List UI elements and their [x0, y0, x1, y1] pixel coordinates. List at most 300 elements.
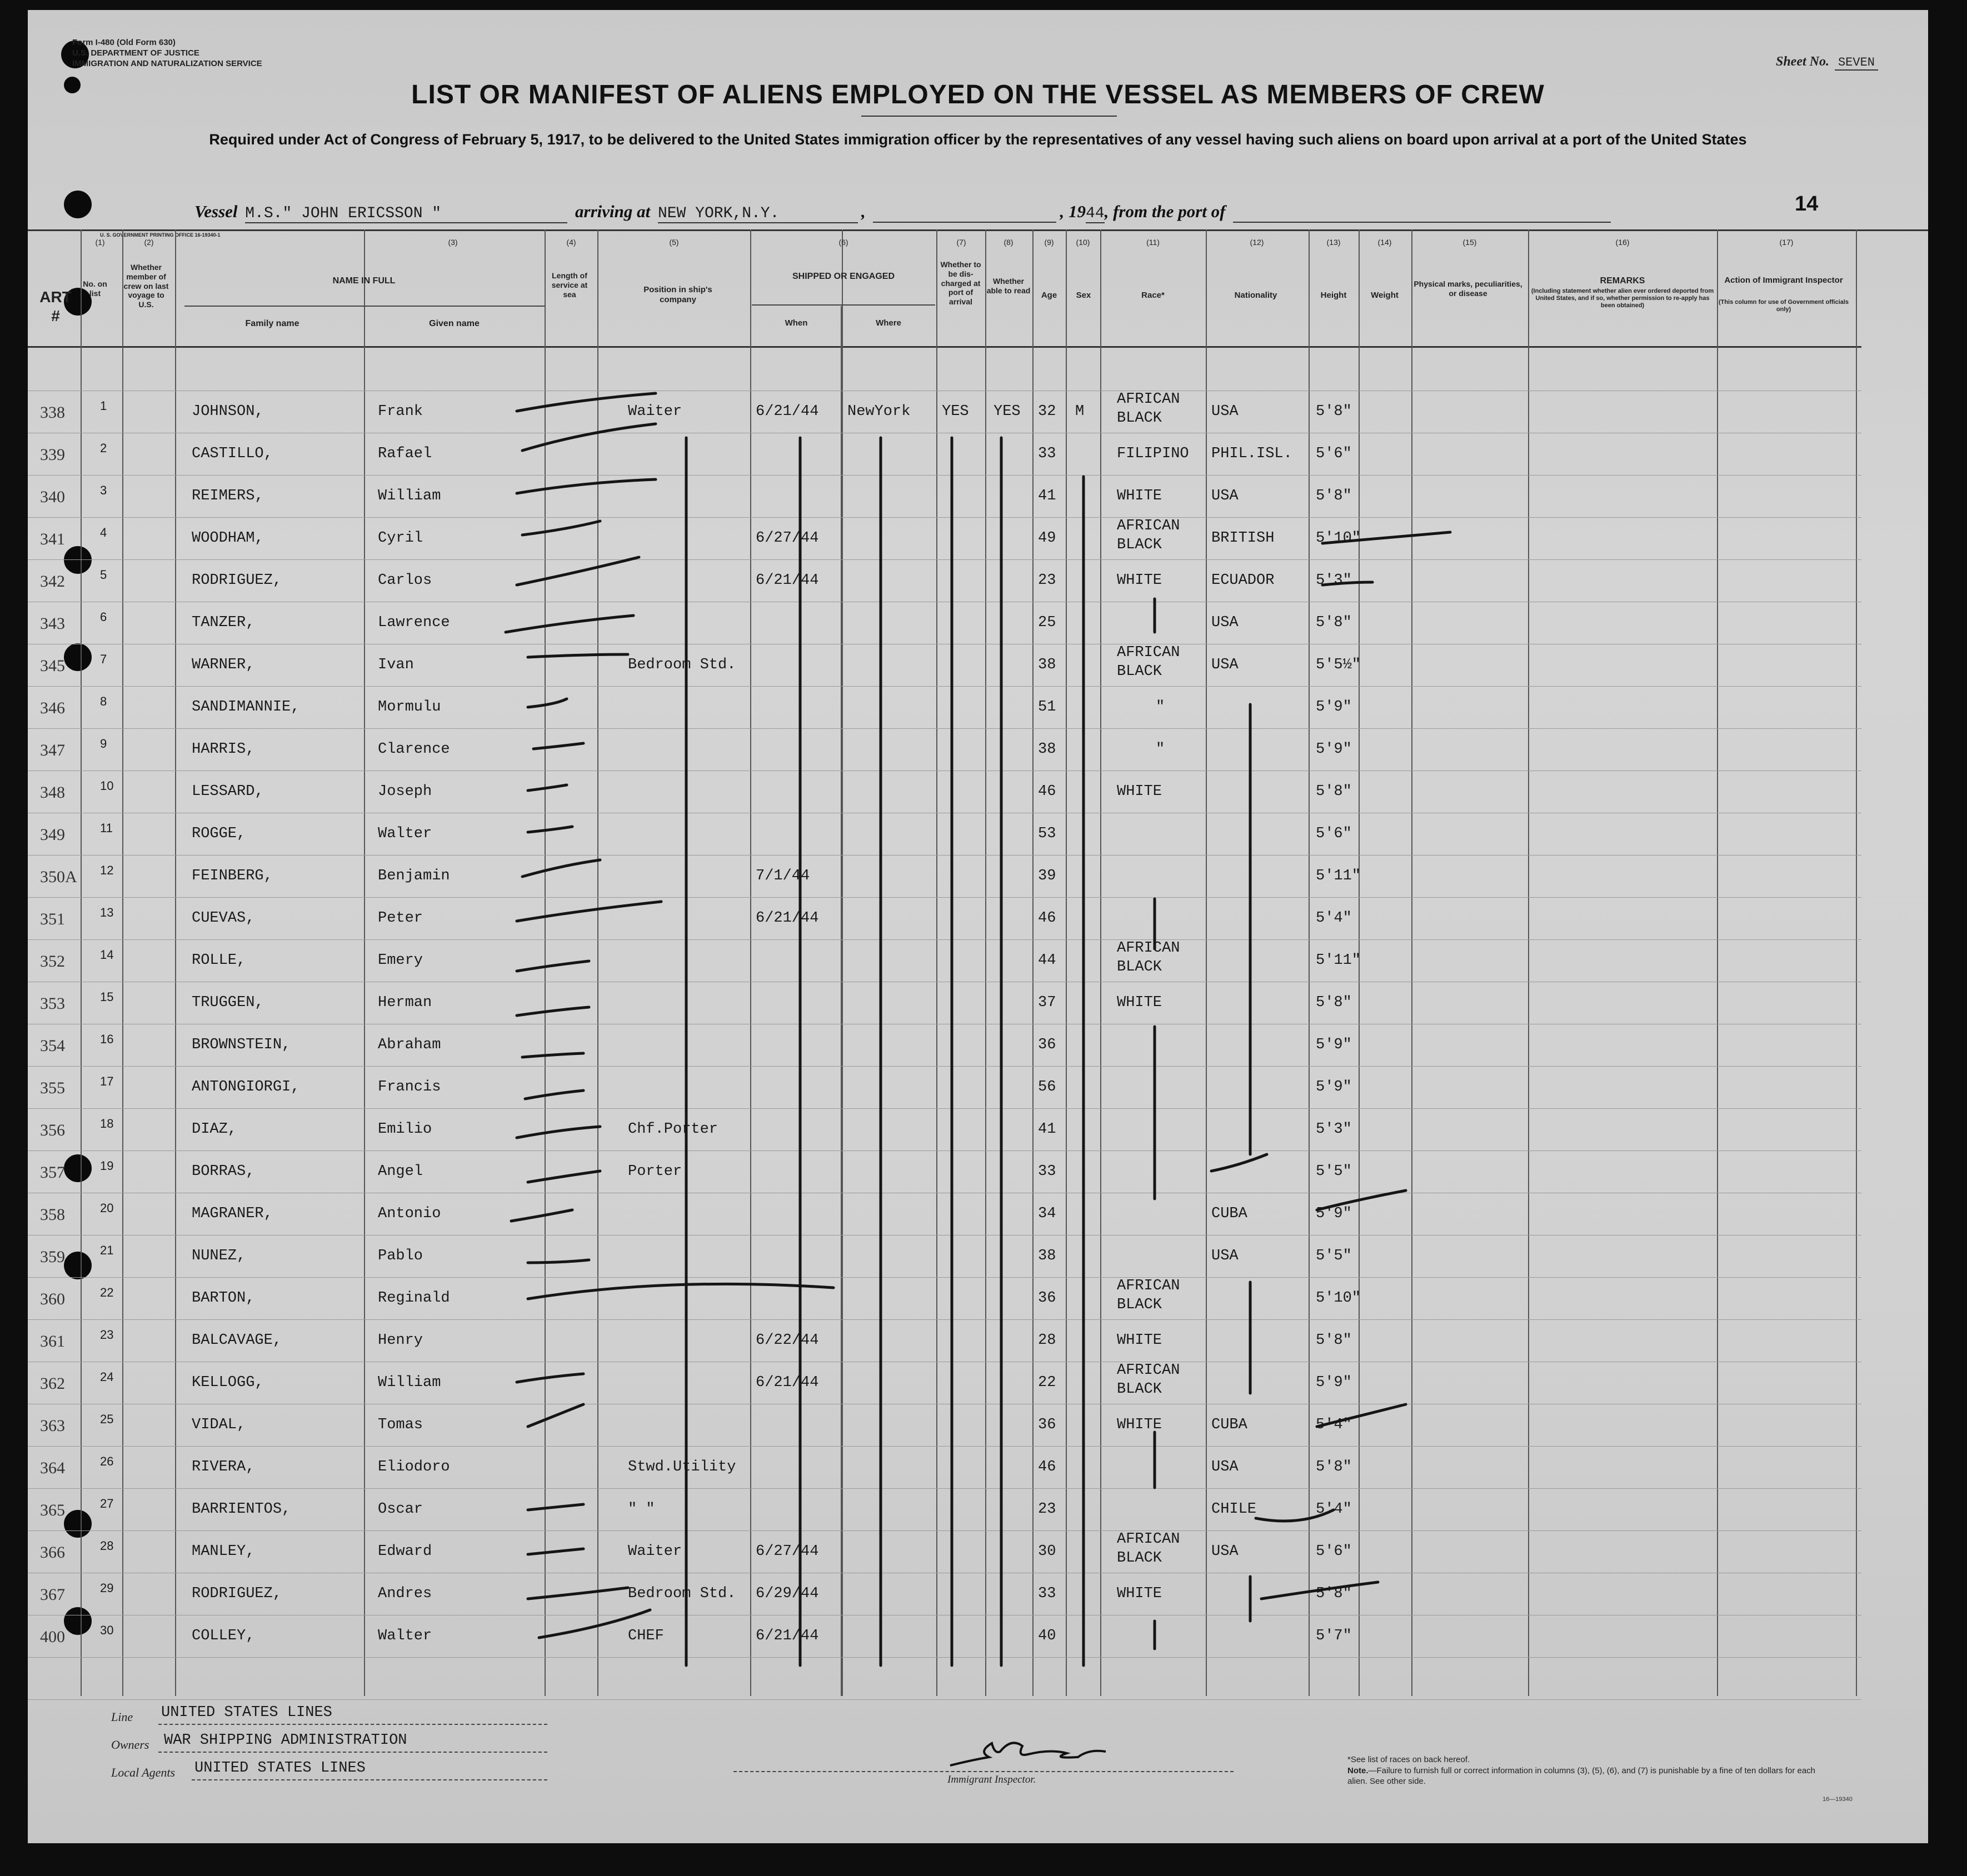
cell-art: 359 — [40, 1248, 65, 1266]
cell-art: 340 — [40, 488, 65, 506]
arriving-value: NEW YORK,N.Y. — [658, 205, 858, 223]
cell-height: 5'4" — [1316, 1501, 1352, 1518]
cell-family: LESSARD, — [192, 783, 264, 800]
cell-age: 46 — [1038, 1459, 1056, 1475]
cell-given: Pablo — [378, 1248, 423, 1264]
cell-when: 6/21/44 — [756, 910, 819, 927]
cell-height: 5'8" — [1316, 994, 1352, 1011]
cell-nationality: USA — [1211, 488, 1239, 504]
cell-no: 23 — [100, 1328, 114, 1342]
cell-no: 10 — [100, 779, 114, 793]
cell-art: 343 — [40, 614, 65, 633]
cell-no: 11 — [100, 821, 113, 835]
cell-no: 1 — [100, 399, 107, 413]
cell-age: 25 — [1038, 614, 1056, 631]
cell-family: BARTON, — [192, 1290, 255, 1307]
cell-family: TANZER, — [192, 614, 255, 631]
cell-position: Bedroom Std. — [628, 1585, 736, 1602]
cell-nationality: USA — [1211, 1543, 1239, 1560]
document-subtitle: Required under Act of Congress of February 5, 1917, to be delivered to the United States immigration officer by the representatives of any vessel having such aliens on board upon arrival at a port of the United States — [209, 131, 1747, 148]
cell-nationality: CHILE — [1211, 1501, 1257, 1518]
cell-age: 30 — [1038, 1543, 1056, 1560]
cell-race: AFRICAN BLACK — [1117, 1362, 1180, 1398]
column-number: (16) — [1615, 238, 1630, 247]
cell-where: NewYork — [847, 403, 911, 420]
cell-art: 348 — [40, 783, 65, 802]
cell-position: Bedroom Std. — [628, 657, 736, 673]
cell-height: 5'9" — [1316, 1374, 1352, 1391]
cell-family: SANDIMANNIE, — [192, 699, 300, 716]
cell-when: 6/27/44 — [756, 530, 819, 547]
header-weight: Weight — [1371, 291, 1399, 300]
header-name-in-full: NAME IN FULL — [332, 276, 396, 286]
cell-race: AFRICAN BLACK — [1117, 391, 1180, 427]
column-number: (11) — [1146, 238, 1160, 247]
cell-when: 6/22/44 — [756, 1332, 819, 1349]
cell-art: 339 — [40, 446, 65, 464]
cell-nationality: CUBA — [1211, 1417, 1247, 1433]
cell-nationality: PHIL.ISL. — [1211, 446, 1292, 462]
cell-no: 13 — [100, 906, 114, 919]
cell-given: Reginald — [378, 1290, 450, 1307]
cell-art: 341 — [40, 530, 65, 548]
cell-art: 366 — [40, 1543, 65, 1562]
cell-given: Herman — [378, 994, 432, 1011]
column-number: (8) — [1004, 238, 1014, 247]
header-whether-member: Whether member of crew on last voyage to U.S. — [123, 263, 169, 309]
column-number: (7) — [956, 238, 966, 247]
cell-family: BALCAVAGE, — [192, 1332, 282, 1349]
cell-no: 9 — [100, 737, 107, 751]
cell-race: AFRICAN BLACK — [1117, 1531, 1180, 1567]
cell-no: 7 — [100, 652, 107, 666]
cell-nationality: CUBA — [1211, 1205, 1247, 1222]
line-label: Line — [111, 1710, 133, 1724]
cell-given: Angel — [378, 1163, 423, 1180]
cell-given: Carlos — [378, 572, 432, 589]
header-sex: Sex — [1076, 291, 1091, 300]
cell-no: 20 — [100, 1201, 114, 1215]
column-number: (17) — [1779, 238, 1794, 247]
cell-height: 5'6" — [1316, 826, 1352, 842]
cell-height: 5'9" — [1316, 1079, 1352, 1095]
header-no-on-list: No. on list — [83, 279, 107, 298]
inspector-signature — [939, 1727, 1139, 1777]
column-number: (1) — [95, 238, 105, 247]
cell-given: Mormulu — [378, 699, 441, 716]
cell-no: 18 — [100, 1117, 114, 1130]
cell-position: Porter — [628, 1163, 682, 1180]
cell-age: 49 — [1038, 530, 1056, 547]
cell-height: 5'5" — [1316, 1163, 1352, 1180]
column-number: (14) — [1377, 238, 1392, 247]
note-text: —Failure to furnish full or correct information in columns (3), (5), (6), and (7) is punishable by a fine of ten dollars for each alien. See other side. — [1347, 1765, 1816, 1786]
cell-height: 5'4" — [1316, 1417, 1352, 1433]
header-height: Height — [1320, 291, 1347, 300]
cell-age: 22 — [1038, 1374, 1056, 1391]
cell-nationality: USA — [1211, 657, 1239, 673]
cell-family: HARRIS, — [192, 741, 255, 758]
department-name: U.S. DEPARTMENT OF JUSTICE — [72, 48, 199, 58]
column-number: (5) — [669, 238, 679, 247]
cell-art: 352 — [40, 952, 65, 970]
cell-position: Waiter — [628, 403, 682, 420]
cell-art: 360 — [40, 1290, 65, 1308]
cell-art: 338 — [40, 403, 65, 422]
cell-art: 354 — [40, 1037, 65, 1055]
cell-height: 5'8" — [1316, 403, 1352, 420]
cell-able-to-read: YES — [994, 403, 1021, 420]
cell-nationality: ECUADOR — [1211, 572, 1275, 589]
cell-height: 5'11" — [1316, 868, 1361, 884]
cell-race: AFRICAN BLACK — [1117, 518, 1180, 553]
cell-art: 346 — [40, 699, 65, 717]
cell-race: WHITE — [1117, 994, 1162, 1011]
cell-family: RIVERA, — [192, 1459, 255, 1475]
cell-nationality: BRITISH — [1211, 530, 1275, 547]
cell-when: 6/21/44 — [756, 572, 819, 589]
cell-height: 5'8" — [1316, 783, 1352, 800]
cell-age: 56 — [1038, 1079, 1056, 1095]
header-nationality: Nationality — [1234, 291, 1277, 300]
cell-age: 32 — [1038, 403, 1056, 420]
header-action: Action of Immigrant Inspector — [1724, 276, 1843, 285]
agents-label: Local Agents — [111, 1765, 176, 1779]
header-shipped: SHIPPED OR ENGAGED — [792, 272, 895, 281]
cell-given: Rafael — [378, 446, 432, 462]
cell-family: JOHNSON, — [192, 403, 264, 420]
cell-no: 12 — [100, 863, 114, 877]
vessel-line: Vessel M.S." JOHN ERICSSON " arriving at NEW YORK,N.Y. , , 1944, from the port of — [194, 202, 1614, 223]
header-action-sub: (This column for use of Government officials only) — [1718, 299, 1849, 313]
cell-age: 28 — [1038, 1332, 1056, 1349]
cell-no: 28 — [100, 1539, 114, 1553]
cell-family: MAGRANER, — [192, 1205, 273, 1222]
cell-no: 3 — [100, 483, 107, 497]
cell-age: 33 — [1038, 1163, 1056, 1180]
owners-label: Owners — [111, 1738, 149, 1752]
cell-race: AFRICAN BLACK — [1117, 940, 1180, 975]
column-number: (12) — [1250, 238, 1264, 247]
cell-no: 25 — [100, 1412, 114, 1426]
footer-notes — [1347, 1754, 1836, 1787]
cell-art: 350A — [40, 868, 77, 886]
cell-position: Chf.Porter — [628, 1121, 718, 1138]
cell-family: WARNER, — [192, 657, 255, 673]
column-number: (4) — [566, 238, 576, 247]
cell-family: NUNEZ, — [192, 1248, 246, 1264]
agents-value: UNITED STATES LINES — [194, 1760, 366, 1777]
cell-no: 2 — [100, 441, 107, 455]
cell-no: 27 — [100, 1497, 114, 1510]
cell-given: Clarence — [378, 741, 450, 758]
cell-race: WHITE — [1117, 1332, 1162, 1349]
cell-family: WOODHAM, — [192, 530, 264, 547]
cell-age: 34 — [1038, 1205, 1056, 1222]
cell-family: BARRIENTOS, — [192, 1501, 291, 1518]
cell-when: 7/1/44 — [756, 868, 810, 884]
cell-given: William — [378, 1374, 441, 1391]
cell-nationality: USA — [1211, 614, 1239, 631]
cell-age: 37 — [1038, 994, 1056, 1011]
cell-height: 5'3" — [1316, 1121, 1352, 1138]
cell-no: 6 — [100, 610, 107, 624]
cell-age: 41 — [1038, 1121, 1056, 1138]
cell-given: William — [378, 488, 441, 504]
cell-given: Benjamin — [378, 868, 450, 884]
cell-position: Waiter — [628, 1543, 682, 1560]
cell-art: 353 — [40, 994, 65, 1013]
cell-family: BROWNSTEIN, — [192, 1037, 291, 1053]
header-race: Race* — [1141, 291, 1165, 300]
header-where: Where — [876, 318, 901, 328]
cell-height: 5'6" — [1316, 446, 1352, 462]
column-number: (3) — [448, 238, 458, 247]
agents-rule — [192, 1779, 547, 1780]
cell-no: 16 — [100, 1032, 114, 1046]
cell-art: 357 — [40, 1163, 65, 1182]
cell-no: 22 — [100, 1285, 114, 1299]
cell-family: MANLEY, — [192, 1543, 255, 1560]
year-value: 44 — [1085, 205, 1105, 222]
header-remarks: REMARKS — [1600, 276, 1645, 286]
inspector-rule — [733, 1771, 1234, 1772]
vessel-label: Vessel — [194, 202, 238, 221]
cell-no: 17 — [100, 1074, 114, 1088]
note-label: Note. — [1347, 1765, 1369, 1775]
header-discharged: Whether to be dis-charged at port of arrival — [940, 260, 981, 307]
cell-no: 14 — [100, 948, 114, 962]
from-port-label: from the port of — [1113, 202, 1226, 221]
cell-given: Emery — [378, 952, 423, 969]
column-number: (13) — [1326, 238, 1341, 247]
cell-family: CUEVAS, — [192, 910, 255, 927]
cell-height: 5'9" — [1316, 699, 1352, 716]
header-family-name: Family name — [245, 319, 299, 328]
cell-age: 36 — [1038, 1290, 1056, 1307]
cell-no: 29 — [100, 1581, 114, 1595]
cell-discharged: YES — [942, 403, 969, 420]
cell-art: 362 — [40, 1374, 65, 1393]
cell-age: 36 — [1038, 1037, 1056, 1053]
cell-family: RODRIGUEZ, — [192, 572, 282, 589]
cell-given: Antonio — [378, 1205, 441, 1222]
cell-height: 5'6" — [1316, 1543, 1352, 1560]
cell-family: KELLOGG, — [192, 1374, 264, 1391]
cell-age: 38 — [1038, 1248, 1056, 1264]
cell-height: 5'9" — [1316, 741, 1352, 758]
cell-age: 44 — [1038, 952, 1056, 969]
header-age: Age — [1041, 291, 1057, 300]
cell-height: 5'11" — [1316, 952, 1361, 969]
inspector-label: Immigrant Inspector. — [947, 1774, 1036, 1785]
header-length-service: Length of service at sea — [551, 271, 588, 299]
cell-given: Cyril — [378, 530, 423, 547]
cell-age: 51 — [1038, 699, 1056, 716]
cell-when: 6/21/44 — [756, 1374, 819, 1391]
cell-nationality: USA — [1211, 403, 1239, 420]
cell-given: Peter — [378, 910, 423, 927]
cell-age: 38 — [1038, 741, 1056, 758]
owners-value: WAR SHIPPING ADMINISTRATION — [164, 1732, 407, 1749]
cell-no: 26 — [100, 1454, 114, 1468]
cell-given: Joseph — [378, 783, 432, 800]
cell-race: WHITE — [1117, 572, 1162, 589]
column-number: (15) — [1462, 238, 1477, 247]
cell-age: 23 — [1038, 1501, 1056, 1518]
column-number: (10) — [1076, 238, 1090, 247]
cell-given: Walter — [378, 826, 432, 842]
cell-age: 33 — [1038, 1585, 1056, 1602]
cell-family: ANTONGIORGI, — [192, 1079, 300, 1095]
cell-race: WHITE — [1117, 1417, 1162, 1433]
cell-given: Oscar — [378, 1501, 423, 1518]
cell-position: " " — [628, 1501, 655, 1518]
cell-height: 5'7" — [1316, 1628, 1352, 1644]
cell-given: Emilio — [378, 1121, 432, 1138]
cell-family: ROLLE, — [192, 952, 246, 969]
cell-height: 5'9" — [1316, 1205, 1352, 1222]
cell-race: AFRICAN BLACK — [1117, 1278, 1180, 1313]
cell-age: 53 — [1038, 826, 1056, 842]
cell-height: 5'8" — [1316, 1332, 1352, 1349]
cell-nationality: USA — [1211, 1459, 1239, 1475]
cell-given: Abraham — [378, 1037, 441, 1053]
cell-given: Henry — [378, 1332, 423, 1349]
printing-office: U. S. GOVERNMENT PRINTING OFFICE 16-19340-1 — [100, 232, 221, 238]
cell-race: WHITE — [1117, 488, 1162, 504]
header-remarks-sub: (Including statement whether alien ever ordered deported from United States, and if so, whether permission to re-apply has been obtained) — [1531, 288, 1714, 309]
cell-family: RODRIGUEZ, — [192, 1585, 282, 1602]
race-note: *See list of races on back hereof. — [1347, 1755, 1470, 1764]
cell-family: BORRAS, — [192, 1163, 255, 1180]
year-prefix: 19 — [1068, 202, 1086, 221]
cell-art: 358 — [40, 1205, 65, 1224]
cell-age: 38 — [1038, 657, 1056, 673]
line-rule — [158, 1724, 547, 1725]
cell-position: CHEF — [628, 1628, 664, 1644]
owners-rule — [158, 1752, 547, 1753]
cell-age: 39 — [1038, 868, 1056, 884]
vessel-value: M.S." JOHN ERICSSON " — [245, 205, 567, 223]
cell-art: 345 — [40, 657, 65, 675]
document-title: LIST OR MANIFEST OF ALIENS EMPLOYED ON THE VESSEL AS MEMBERS OF CREW — [411, 80, 1545, 109]
cell-race: WHITE — [1117, 783, 1162, 800]
column-number: (9) — [1044, 238, 1054, 247]
cell-no: 4 — [100, 526, 107, 539]
header-position: Position in ship's company — [643, 285, 712, 304]
cell-no: 8 — [100, 694, 107, 708]
cell-art: 361 — [40, 1332, 65, 1350]
manifest-sheet — [28, 10, 1928, 1843]
cell-sex: M — [1075, 403, 1085, 420]
header-able-to-read: Whether able to read — [986, 277, 1031, 295]
cell-height: 5'5" — [1316, 1248, 1352, 1264]
cell-art: 363 — [40, 1417, 65, 1435]
cell-family: VIDAL, — [192, 1417, 246, 1433]
cell-height: 5'9" — [1316, 1037, 1352, 1053]
cell-height: 5'3" — [1316, 572, 1352, 589]
form-number: Form I-480 (Old Form 630) — [72, 38, 176, 47]
line-value: UNITED STATES LINES — [161, 1704, 332, 1721]
cell-given: Lawrence — [378, 614, 450, 631]
cell-art: 349 — [40, 826, 65, 844]
column-number: (6) — [838, 238, 848, 247]
cell-position: Stwd.Utility — [628, 1459, 736, 1475]
cell-age: 23 — [1038, 572, 1056, 589]
cell-race: " — [1156, 741, 1165, 758]
header-given-name: Given name — [429, 319, 480, 328]
cell-age: 36 — [1038, 1417, 1056, 1433]
cell-art: 400 — [40, 1628, 65, 1646]
cell-age: 41 — [1038, 488, 1056, 504]
cell-family: TRUGGEN, — [192, 994, 264, 1011]
cell-art: 347 — [40, 741, 65, 759]
cell-family: FEINBERG, — [192, 868, 273, 884]
cell-given: Tomas — [378, 1417, 423, 1433]
sheet-label: Sheet No. — [1775, 54, 1829, 69]
cell-given: Andres — [378, 1585, 432, 1602]
cell-given: Edward — [378, 1543, 432, 1560]
cell-when: 6/27/44 — [756, 1543, 819, 1560]
cell-when: 6/21/44 — [756, 403, 819, 420]
cell-art: 342 — [40, 572, 65, 591]
cell-art: 367 — [40, 1585, 65, 1604]
header-art: ART # — [39, 288, 72, 324]
cell-art: 351 — [40, 910, 65, 928]
cell-height: 5'10" — [1316, 1290, 1361, 1307]
cell-no: 19 — [100, 1159, 114, 1173]
cell-age: 33 — [1038, 446, 1056, 462]
cell-art: 364 — [40, 1459, 65, 1477]
cell-family: COLLEY, — [192, 1628, 255, 1644]
form-code: 16—19340 — [1823, 1796, 1853, 1803]
cell-race: " — [1156, 699, 1165, 716]
cell-age: 46 — [1038, 783, 1056, 800]
cell-height: 5'8" — [1316, 614, 1352, 631]
cell-height: 5'4" — [1316, 910, 1352, 927]
arriving-label: arriving at — [575, 202, 651, 221]
cell-race: AFRICAN BLACK — [1117, 644, 1180, 680]
header-when: When — [785, 318, 808, 328]
cell-height: 5'10" — [1316, 530, 1361, 547]
cell-no: 30 — [100, 1623, 114, 1637]
cell-height: 5'8" — [1316, 1459, 1352, 1475]
cell-no: 24 — [100, 1370, 114, 1384]
cell-no: 5 — [100, 568, 107, 582]
sheet-value: SEVEN — [1835, 56, 1878, 71]
cell-given: Eliodoro — [378, 1459, 450, 1475]
cell-given: Walter — [378, 1628, 432, 1644]
cell-art: 365 — [40, 1501, 65, 1519]
cell-race: FILIPINO — [1117, 446, 1189, 462]
cell-family: CASTILLO, — [192, 446, 273, 462]
cell-height: 5'8" — [1316, 1585, 1352, 1602]
header-physical: Physical marks, peculiarities, or disease — [1414, 279, 1522, 298]
cell-age: 46 — [1038, 910, 1056, 927]
cell-when: 6/29/44 — [756, 1585, 819, 1602]
cell-height: 5'8" — [1316, 488, 1352, 504]
service-name: IMMIGRATION AND NATURALIZATION SERVICE — [72, 58, 262, 68]
cell-given: Ivan — [378, 657, 414, 673]
cell-family: ROGGE, — [192, 826, 246, 842]
ditto-marks — [28, 10, 1928, 1843]
cell-height: 5'5½" — [1316, 657, 1361, 673]
cell-race: WHITE — [1117, 1585, 1162, 1602]
cell-art: 356 — [40, 1121, 65, 1139]
cell-no: 21 — [100, 1243, 114, 1257]
cell-no: 15 — [100, 990, 114, 1004]
